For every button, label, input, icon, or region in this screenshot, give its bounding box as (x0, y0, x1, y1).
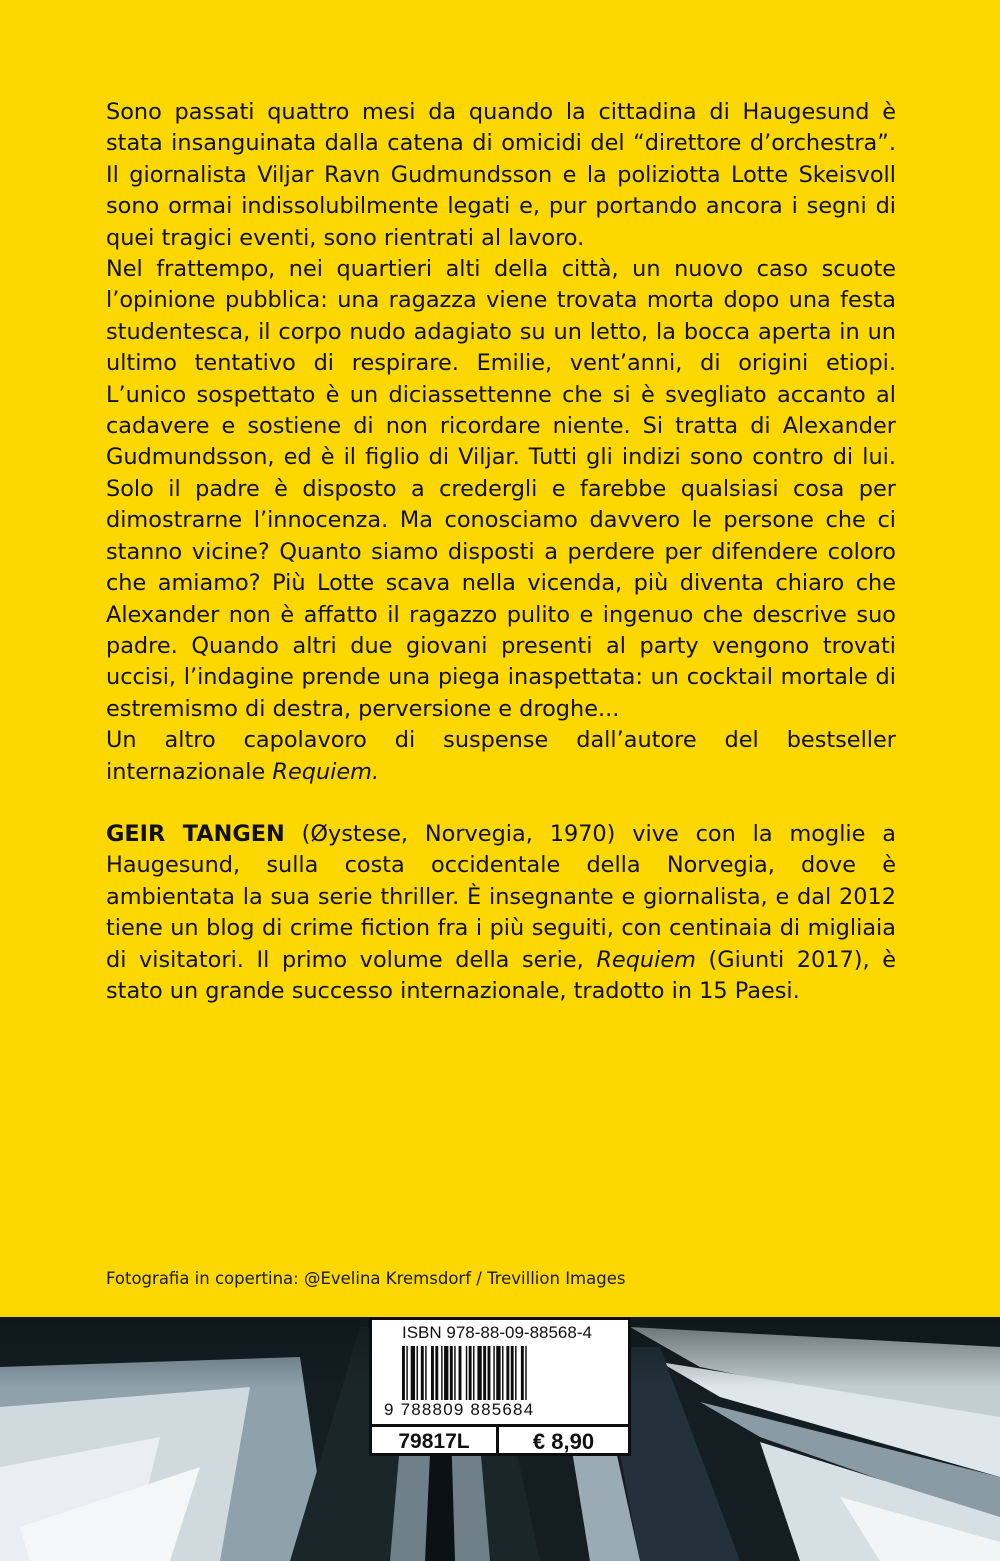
synopsis-paragraph-1: Sono passati quattro mesi da quando la cittadina di Haugesund è stata insanguinata dalla catena di omicidi del “direttore d’orchestra”. Il giornalista Viljar Ravn Gudmundsson e la poliziotta Lotte Skeisvoll sono ormai indissolubilmente legati e, pur portando ancora i segni di quei tragici eventi, sono rientrati al lavoro. (106, 99, 896, 251)
synopsis-paragraph-3 (106, 725, 896, 788)
isbn-text: ISBN 978-88-09-88568-4 (402, 1323, 592, 1342)
synopsis-paragraph-2: Nel frattempo, nei quartieri alti della città, un nuovo caso scuote l’opinione pubblica: una ragazza viene trovata morta dopo una festa studentesca, il corpo nudo adagiato su un letto, la bocca aperta in un ultimo tentativo di respirare. Emilie, vent’anni, di origini etiopi. L’unico sospettato è un diciassettenne che si è svegliato accanto al cadavere e sostiene di non ricordare niente. Si tratta di Alexander Gudmundsson, ed è il figlio di Viljar. Tutti gli indizi sono contro di lui. Solo il padre è disposto a credergli e farebbe qualsiasi cosa per dimostrarne l’innocenza. Ma conosciamo davvero le persone che ci stanno vicine? Quanto siamo disposti a perdere per difendere coloro che amiamo? Più Lotte scava nella vicenda, più diventa chiaro che Alexander non è affatto il ragazzo pulito e ingenuo che descrive suo padre. Quando altri due giovani presenti al party vengono trovati uccisi, l’indagine prende una piega inaspettata: un cocktail mortale di estremismo di destra, perversione e droghe... (106, 256, 896, 722)
synopsis (106, 97, 896, 1007)
product-code: 79817L (372, 1427, 499, 1456)
barcode-icon (402, 1346, 602, 1400)
author-bio (106, 819, 896, 1007)
barcode-digits: 9 788809 885684 (384, 1400, 535, 1419)
closing-line: Un altro capolavoro di suspense dall’autore del bestseller internazionale (106, 727, 896, 785)
code-price-row (372, 1424, 628, 1456)
photo-credit: Fotografia in copertina: @Evelina Kremsdorf / Trevillion Images (106, 1269, 626, 1288)
closing-book-title: Requiem. (272, 758, 380, 785)
author-name: GEIR TANGEN (106, 820, 285, 847)
author-bio-text-1: (Øystese, Norvegia, 1970) vive con la moglie a Haugesund, sulla costa occidentale della Norvegia, dove è ambientata la sua serie thriller. È insegnante e giornalista, e dal 2012 tiene un blog di crime fiction fra i più seguiti, con centinaia di migliaia di visitatori. Il primo volume della serie, (106, 820, 896, 973)
price: € 8,90 (532, 1428, 595, 1454)
author-bio-text-2: (Giunti 2017), è stato un grande successo internazionale, tradotto in 15 Paesi. (106, 946, 897, 1004)
barcode-label (369, 1317, 631, 1456)
author-bio-book-title: Requiem (596, 946, 696, 973)
